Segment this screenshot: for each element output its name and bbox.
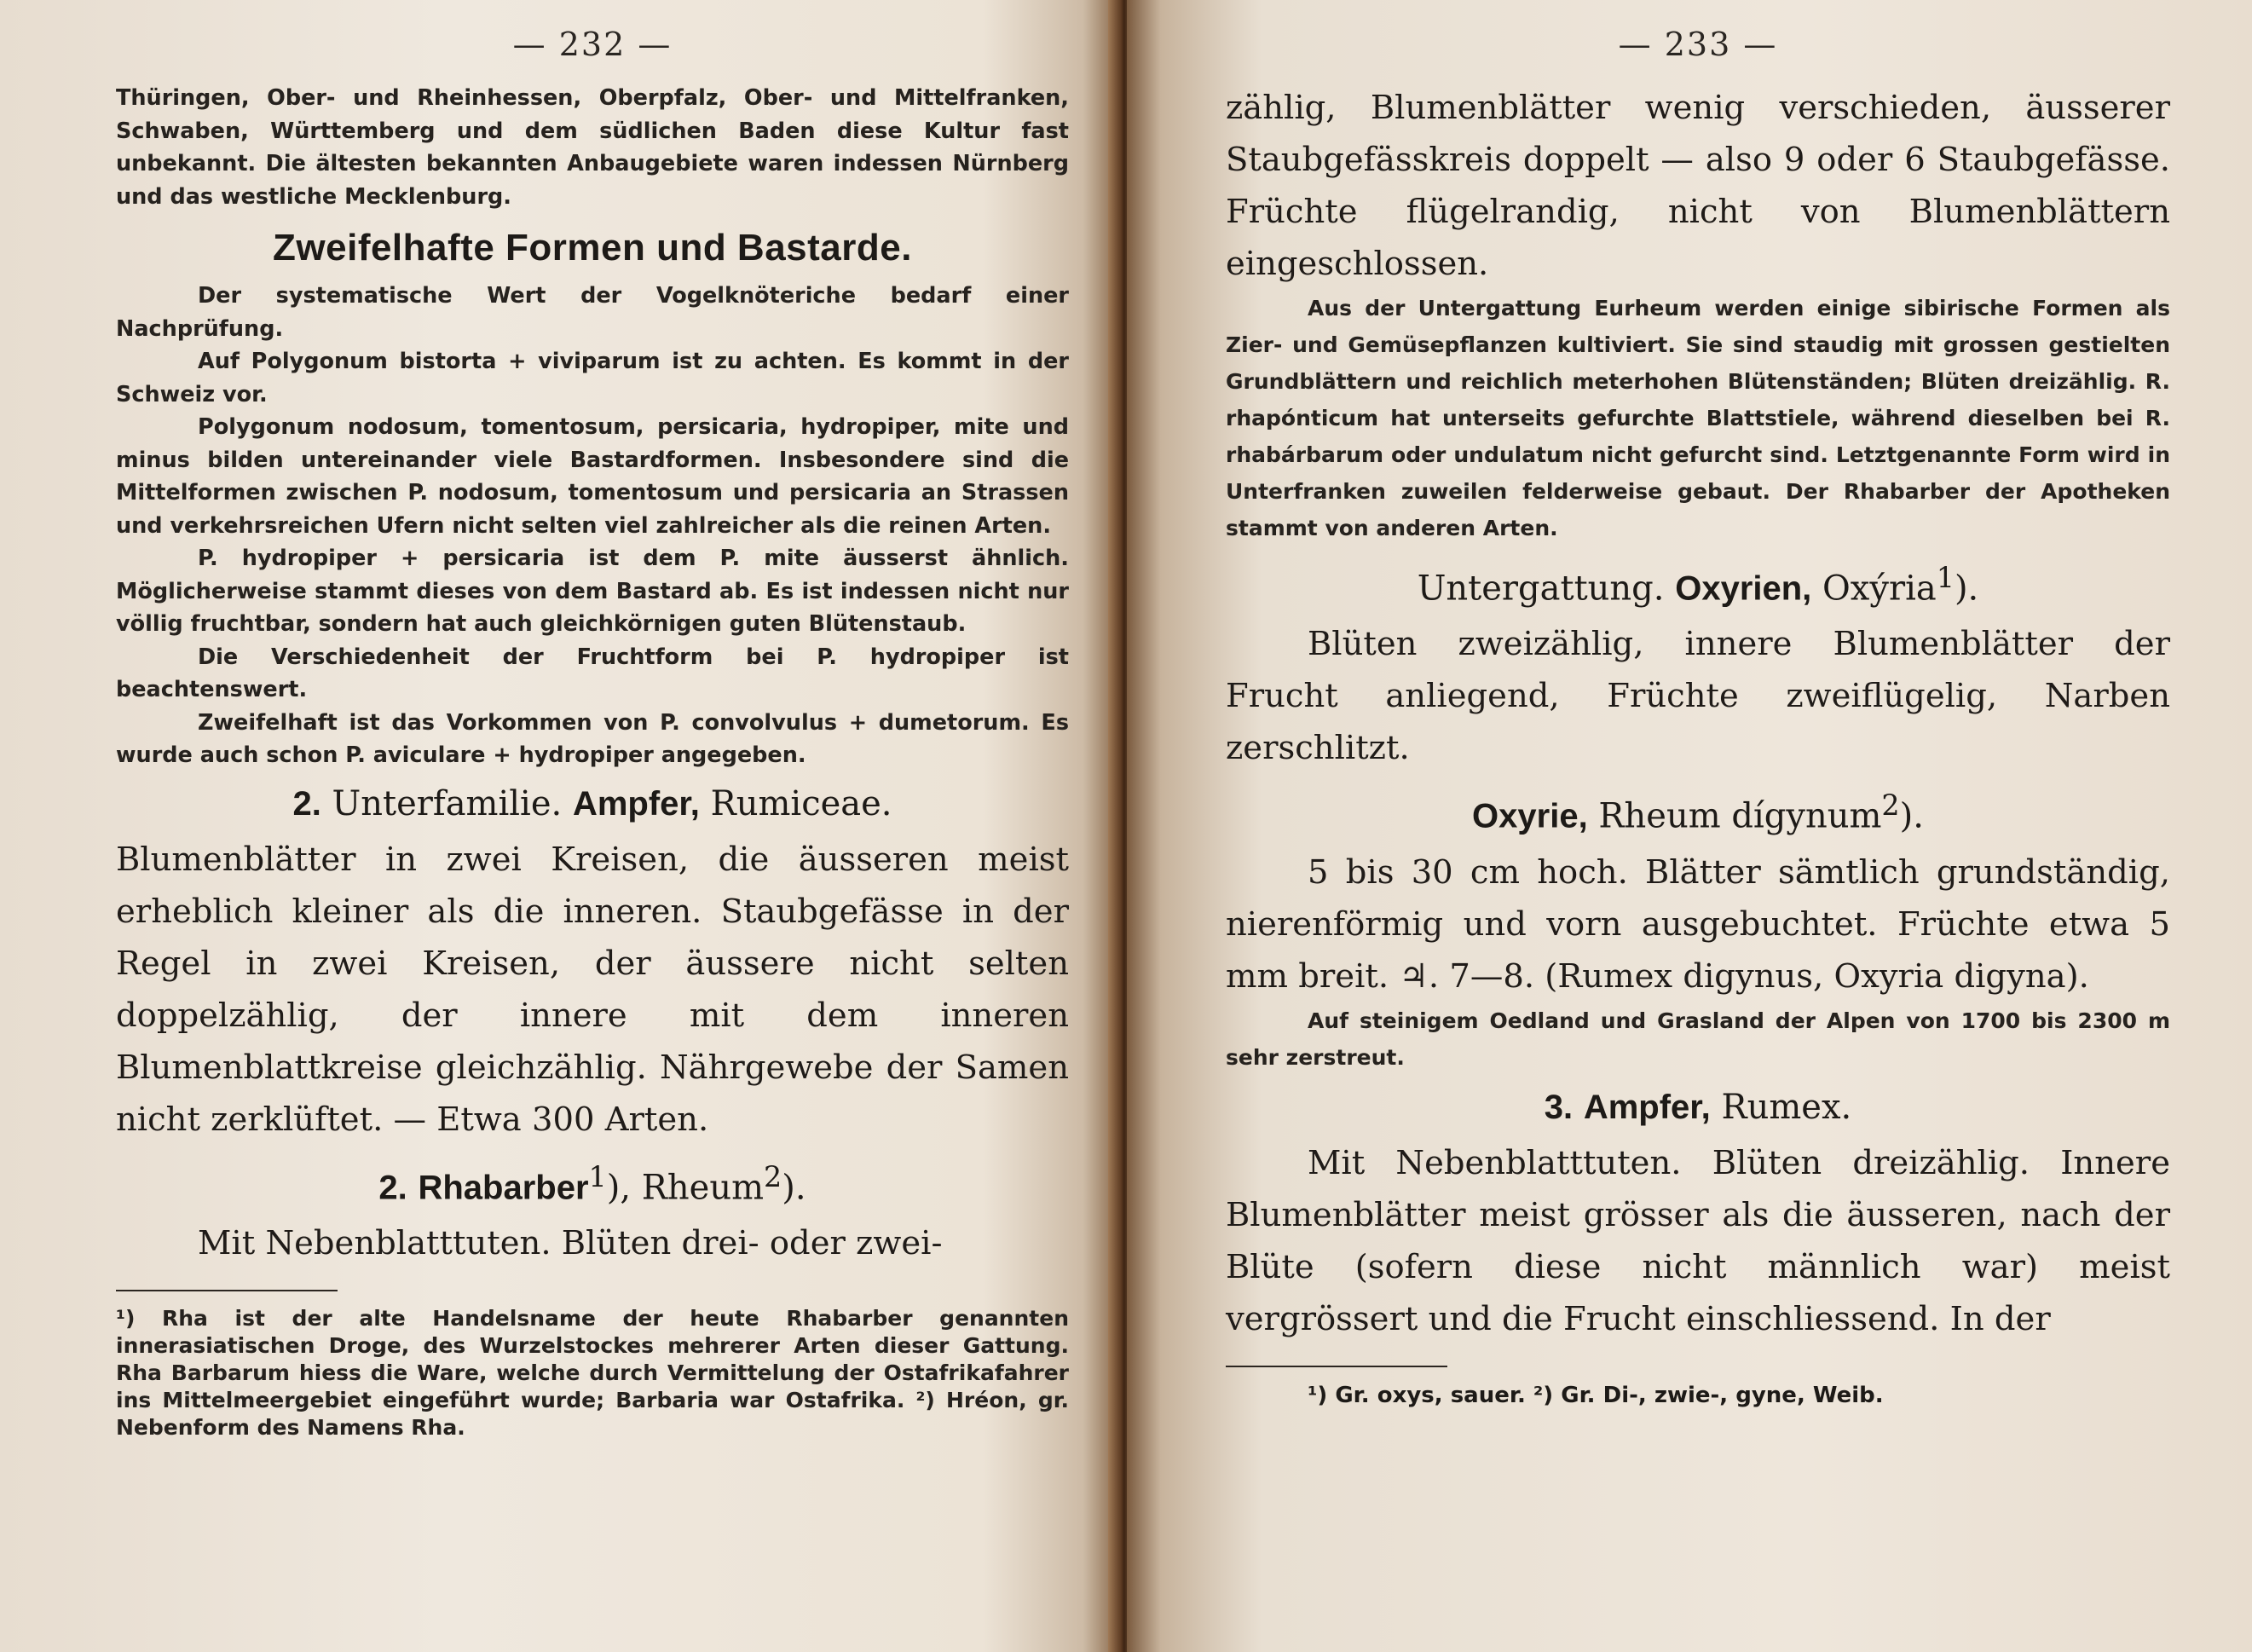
footnote-ref: 1 [588,1159,607,1193]
heading-label: Untergattung. [1417,569,1665,609]
heading-name: Oxyrie, [1472,797,1588,835]
section-heading: Zweifelhafte Formen und Bastarde. [273,227,912,269]
paragraph: Die Verschiedenheit der Fruchtform bei P. hydropiper ist beachtenswert. [116,644,1069,702]
subfamily-heading [116,777,1069,830]
heading-latin: Rheum [641,1167,765,1207]
heading-number: 2. [378,1168,407,1206]
page-number: — 233 — [1618,26,1778,63]
heading-latin: Rumiceae. [710,783,892,823]
heading-latin: Rheum dígynum [1598,796,1882,836]
heading-name: Ampfer, [572,784,700,823]
heading-number: 2. [292,784,321,823]
footnote: ¹) Gr. oxys, sauer. ²) Gr. Di-, zwie-, gyne, Weib. [1308,1382,1884,1408]
footnote-separator [1226,1366,1447,1367]
heading-name: Ampfer, [1583,1088,1711,1126]
paragraph: Aus der Untergattung Eurheum werden einige sibirische Formen als Zier- und Gemüsepflanzen kultiviert. Sie sind staudig mit grossen gestielten Grundblättern und reichlich meterhohen Blütenständen; Blüten dreizählig. R. rhapónticum hat unterseits gefurchte Blattstiele, während dieselben bei R. rhabárbarum oder undulatum nicht gefurcht sind. Letztgenannte Form wird in Unterfranken zuweilen felderweise gebaut. Der Rhabarber der Apotheken stammt von anderen Arten. [1226,296,2170,540]
paragraph: Thüringen, Ober- und Rheinhessen, Oberpfalz, Ober- und Mittelfranken, Schwaben, Württemberg und dem südlichen Baden diese Kultur fast unbekannt. Die ältesten bekannten Anbaugebiete waren indessen Nürnberg und das westliche Mecklenburg. [116,85,1069,210]
heading-label: Unterfamilie. [332,783,563,823]
genus-heading [1226,1081,2170,1134]
footnote-ref: 2 [764,1159,782,1193]
paragraph: Zweifelhaft ist das Vorkommen von P. convolvulus + dumetorum. Es wurde auch schon P. aviculare + hydropiper angegeben. [116,709,1069,768]
paragraph: Der systematische Wert der Vogelknöteriche bedarf einer Nachprüfung. [116,283,1069,342]
paragraph: 5 bis 30 cm hoch. Blätter sämtlich grundständig, nierenförmig und vorn ausgebuchtet. Früchte etwa 5 mm breit. ♃. 7—8. (Rumex digynus, Oxyria digyna). [1226,852,2170,996]
subgenus-heading: Untergattung. Oxyrien, Oxýria$^1$). [1417,561,1979,609]
right-page [1127,0,2252,1652]
heading-name: Rhabarber [418,1168,589,1206]
heading-number: 3. [1544,1088,1574,1126]
paragraph: Polygonum nodosum, tomentosum, persicaria, hydropiper, mite und minus bilden untereinander viele Bastardformen. Insbesondere sind die Mittelformen zwischen P. nodosum, tomentosum und persicaria an Strassen und verkehrsreichen Ufern nicht selten viel zahlreicher als die reinen Arten. [116,414,1069,539]
paragraph: Mit Nebenblatttuten. Blüten dreizählig. Innere Blumenblätter meist grösser als die äusseren, nach der Blüte (sofern diese nicht männlich war) meist vergrössert und die Frucht einschliessend. In der [1226,1143,2170,1338]
footnote-ref: 2 [1881,788,1900,823]
paragraph: zählig, Blumenblätter wenig verschieden, äusserer Staubgefässkreis doppelt — also 9 oder 6 Staubgefässe. Früchte flügelrandig, nicht von Blumenblättern eingeschlossen. [1226,89,2170,283]
footnote-separator [116,1290,338,1291]
footnote-ref: 1 [1936,561,1955,594]
left-page [0,0,1117,1652]
species-heading: Oxyrie, Rheum dígynum$^2$). [1472,788,1924,836]
footnote: ¹) Rha ist der alte Handelsname der heute Rhabarber genannten innerasiatischen Droge, des Wurzelstockes mehrerer Arten dieser Gattung. Rha Barbarum hiess die Ware, welche durch Vermittelung der Ostafrikafahrer ins Mittelmeergebiet eingeführt wurde; Barbaria war Ostafrika. ²) Hréon, gr. Nebenform des Namens Rha. [116,1305,1069,1440]
paragraph: Blumenblätter in zwei Kreisen, die äusseren meist erheblich kleiner als die inneren. Staubgefässe in der Regel in zwei Kreisen, der äussere nicht selten doppelzählig, der innere mit dem inneren Blumenblattkreise gleichzählig. Nährgewebe der Samen nicht zerklüftet. — Etwa 300 Arten. [116,840,1069,1139]
paragraph: Auf Polygonum bistorta + viviparum ist zu achten. Es kommt in der Schweiz vor. [116,349,1069,407]
page-number: — 232 — [512,26,673,63]
genus-heading: 2. Rhabarber$^1$), Rheum$^2$). [378,1159,806,1207]
heading-latin: Rumex. [1721,1087,1852,1127]
paragraph: Blüten zweizählig, innere Blumenblätter der Frucht anliegend, Früchte zweiflügelig, Narben zerschlitzt. [1226,625,2170,768]
heading-latin: Oxýria [1822,569,1937,609]
paragraph: Mit Nebenblatttuten. Blüten drei- oder zwei- [198,1223,943,1262]
paragraph: P. hydropiper + persicaria ist dem P. mite äusserst ähnlich. Möglicherweise stammt dieses von dem Bastard ab. Es ist indessen nicht nur völlig fruchtbar, sondern hat auch gleichkörnigen guten Blütenstaub. [116,546,1069,637]
heading-name: Oxyrien, [1675,569,1812,608]
paragraph: Auf steinigem Oedland und Grasland der Alpen von 1700 bis 2300 m sehr zerstreut. [1226,1008,2170,1070]
